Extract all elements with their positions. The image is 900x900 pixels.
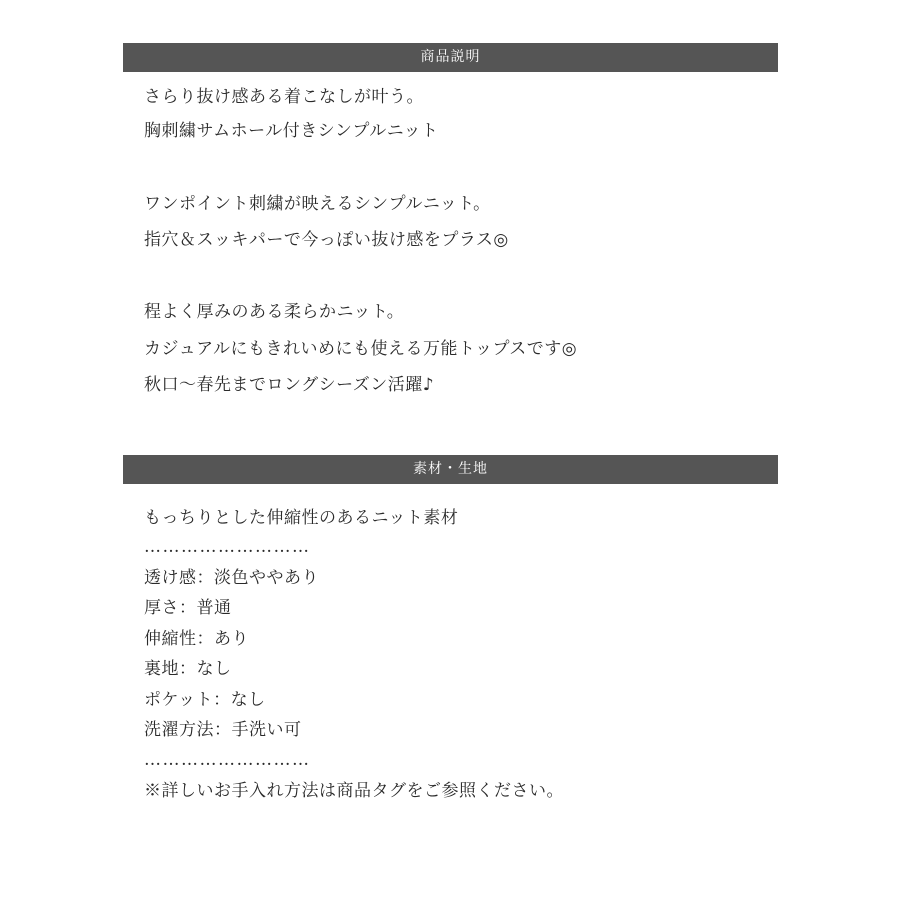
description-line-5: 程よく厚みのある柔らかニット。: [144, 302, 405, 322]
material-line-stretch: 伸縮性：あり: [144, 629, 249, 649]
material-care-note: ※詳しいお手入れ方法は商品タグをご参照ください。: [144, 781, 564, 801]
material-line-pocket: ポケット：なし: [144, 690, 266, 710]
material-line-transparency: 透け感：淡色ややあり: [144, 568, 319, 588]
description-line-4: 指穴＆スッキパーで今っぽい抜け感をプラス◎: [144, 230, 509, 250]
description-line-1: さらり抜け感ある着こなしが叶う。: [144, 87, 424, 107]
description-line-7: 秋口～春先までロングシーズン活躍♪: [144, 375, 435, 395]
material-line-washing: 洗濯方法：手洗い可: [144, 720, 302, 740]
description-line-3: ワンポイント刺繍が映えるシンプルニット。: [144, 194, 491, 214]
section-header-description: 商品説明: [123, 43, 778, 72]
material-divider-top: ………………………: [144, 537, 311, 557]
description-line-6: カジュアルにもきれいめにも使える万能トップスです◎: [144, 339, 578, 359]
section-header-material: 素材・生地: [123, 455, 778, 484]
material-line-thickness: 厚さ：普通: [144, 598, 232, 618]
material-line-lining: 裏地：なし: [144, 659, 232, 679]
material-line-intro: もっちりとした伸縮性のあるニット素材: [144, 508, 459, 528]
material-divider-bottom: ………………………: [144, 750, 311, 770]
description-line-2: 胸刺繍サムホール付きシンプルニット: [144, 121, 439, 141]
